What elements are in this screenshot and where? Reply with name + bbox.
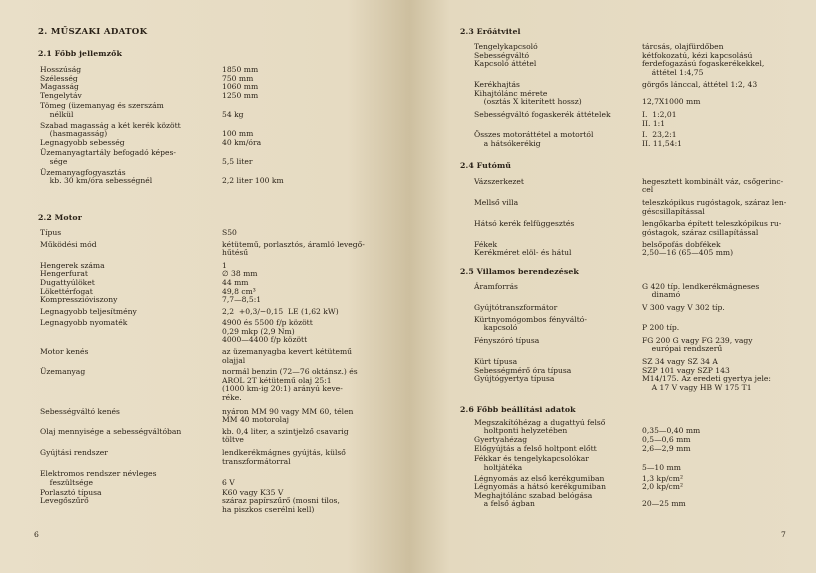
spec-value: 5,5 liter xyxy=(222,156,253,166)
spec-value: hegesztett kombinált váz, csőgerinc- cel xyxy=(642,177,784,195)
spec-label: Vázszerkezet xyxy=(474,177,524,186)
spec-value: kétfokozatú, kézi kapcsolású xyxy=(642,50,753,60)
spec-label: Tömeg (üzemanyag és szerszám nélkül xyxy=(40,101,164,119)
section-heading-main-features: 2.1 Főbb jellemzők xyxy=(38,49,122,58)
spec-label: Gyertyahézag xyxy=(474,435,528,445)
spec-value: 5—10 mm xyxy=(642,462,681,472)
spec-value: az üzemanyagba kevert kétütemű olajjal xyxy=(222,347,353,365)
spec-label: Lökettérfogat xyxy=(40,286,93,296)
section-heading-chassis: 2.4 Futómű xyxy=(460,161,512,170)
spec-value: normál benzin (72—76 oktánsz.) és AROL 2T kétütemű olaj 25:1 (1000 km-ig 20:1) arányú keve- réke. xyxy=(222,367,358,402)
spec-value: 1060 mm xyxy=(222,82,259,92)
spec-label: Motor kenés xyxy=(40,347,89,357)
spec-label: Üzemanyag xyxy=(40,367,86,377)
section-heading-transmission: 2.3 Erőátvitel xyxy=(460,27,521,36)
spec-label: Legnagyobb sebesség xyxy=(40,137,125,147)
spec-value: 0,5—0,6 mm xyxy=(642,435,691,445)
right-page xyxy=(409,0,816,573)
spec-value: 1850 mm xyxy=(222,65,259,74)
spec-value: 2,2 +0,3/−0,15 LE (1,62 kW) xyxy=(222,306,339,316)
spec-value: 20—25 mm xyxy=(642,499,686,509)
spec-value: 54 kg xyxy=(222,109,244,119)
spec-value: ferdefogazású fogaskerékekkel, áttétel 1:4,75 xyxy=(642,59,765,77)
spec-label: Hengerfurat xyxy=(40,269,88,279)
spec-label: Kürt típusa xyxy=(474,357,518,367)
spec-label: Hosszúság xyxy=(40,65,82,74)
spec-value: kétütemű, porlasztós, áramló levegő- hűtésű xyxy=(222,239,365,257)
spec-label: Magasság xyxy=(40,82,79,92)
section-heading-electrical: 2.5 Villamos berendezések xyxy=(460,267,579,276)
spec-label: Megszakítóhézag a dugattyú felső holtponti helyzetében xyxy=(474,418,606,436)
spec-value: 100 mm xyxy=(222,129,254,138)
spec-label: Legnagyobb teljesítmény xyxy=(40,306,137,316)
spec-label: Kapcsoló áttétel xyxy=(474,59,537,69)
spec-label: Porlasztó típusa xyxy=(40,487,102,497)
spec-value: 2,0 kp/cm² xyxy=(642,482,684,492)
spec-label: Szélesség xyxy=(40,73,78,83)
spec-label: Kihajtólánc mérete (osztás X kiterített hossz) xyxy=(474,89,582,107)
spec-value: S50 xyxy=(222,228,237,237)
spec-value: P 200 típ. xyxy=(642,323,680,333)
spec-value: 12,7X1000 mm xyxy=(642,97,701,107)
spec-value: 44 mm xyxy=(222,278,249,287)
spec-value: I. 23,2:1 II. 11,54:1 xyxy=(642,130,682,148)
spec-value: FG 200 G vagy FG 239, vagy európai rendszerű xyxy=(642,336,753,354)
spec-value: görgős lánccal, áttétel 1:2, 43 xyxy=(642,80,758,90)
spec-value: 750 mm xyxy=(222,73,254,83)
spec-label: Előgyújtás a felső holtpont előtt xyxy=(474,443,597,453)
spec-label: Légnyomás az első kerékgumiban xyxy=(474,473,605,483)
spec-value: 4900 és 5500 f/p között 0,29 mkp (2,9 Nm) 4000—4400 f/p között xyxy=(222,318,313,345)
spec-value: nyáron MM 90 vagy MM 60, télen MM 40 motorolaj xyxy=(222,406,354,425)
spec-value: száraz papírszűrő (mosni tilos, ha piszkos cserélni kell) xyxy=(222,496,340,514)
spec-label: Hátsó kerék felfüggesztés xyxy=(474,219,575,229)
spec-label: Áramforrás xyxy=(474,282,518,291)
spec-value: 49,8 cm³ xyxy=(222,286,256,296)
spec-value: tárcsás, olajfürdőben xyxy=(642,42,724,51)
spec-label: Üzemanyagfogyasztás kb. 30 km/óra sebességnél xyxy=(40,167,153,185)
spec-label: Szabad magasság a két kerék között (hasmagasság) xyxy=(40,120,181,138)
spec-value: K60 vagy K35 V xyxy=(222,487,284,497)
spec-value: I. 1:2,01 II. 1:1 xyxy=(642,110,677,128)
spec-value: lengőkarba épített teleszkópikus ru- góstagok, száraz csillapítással xyxy=(642,219,782,237)
spec-label: Sebességmérő óra típusa xyxy=(474,365,572,375)
spec-label: Sebességváltó xyxy=(474,50,530,60)
spec-value: 40 km/óra xyxy=(222,137,262,147)
spec-value: 6 V xyxy=(222,477,235,487)
spec-value: G 420 típ. lendkerékmágneses dinamó xyxy=(642,282,760,300)
spec-label: Gyújtógyertya típusa xyxy=(474,374,555,384)
spec-value: 2,6—2,9 mm xyxy=(642,443,691,453)
section-heading-settings: 2.6 Főbb beállítási adatok xyxy=(460,405,576,414)
spec-value: 1,3 kp/cm² xyxy=(642,473,684,483)
spec-value: belsőpofás dobfékek xyxy=(642,239,721,249)
spec-value: teleszkópikus rugóstagok, száraz len- géscsillapítással xyxy=(642,198,787,216)
spec-label: Kerékméret elöl- és hátul xyxy=(474,248,572,258)
page-number-right: 7 xyxy=(781,530,786,539)
page-number-left: 6 xyxy=(34,530,39,539)
spec-value: SZ 34 vagy SZ 34 A xyxy=(642,357,718,367)
spec-label: Gyújtási rendszer xyxy=(40,448,108,458)
spec-value: 0,35—0,40 mm xyxy=(642,426,701,436)
spec-label: Működési mód xyxy=(40,239,97,249)
spec-value: 2,50—16 (65—405 mm) xyxy=(642,248,734,258)
spec-label: Fékek xyxy=(474,239,498,249)
spec-label: Olaj mennyisége a sebességváltóban xyxy=(40,427,182,436)
spec-label: Elektromos rendszer névleges feszültsége xyxy=(40,469,157,487)
spec-value: ∅ 38 mm xyxy=(222,269,258,279)
spec-label: Meghajtólánc szabad belógása a felső ágban xyxy=(474,490,593,509)
spec-label: Típus xyxy=(40,228,62,237)
section-heading-engine: 2.2 Motor xyxy=(38,213,82,222)
spec-label: Kerékhajtás xyxy=(474,80,520,90)
spec-label: Tengelykapcsoló xyxy=(474,42,538,51)
spec-label: Dugattyúlöket xyxy=(40,278,95,287)
spec-label: Tengelytáv xyxy=(40,90,82,100)
spec-label: Sebességváltó fogaskerék áttételek xyxy=(474,110,611,120)
spec-label: Légnyomás a hátsó kerékgumiban xyxy=(474,482,606,492)
spec-label: Mellső villa xyxy=(474,198,519,208)
spec-label: Üzemanyagtartály befogadó képes- sége xyxy=(40,148,176,166)
spec-value: 1250 mm xyxy=(222,90,259,100)
spec-label: Gyújtótranszformátor xyxy=(474,303,558,313)
spec-value: M14/175. Az eredeti gyertya jele: A 17 V vagy HB W 175 T1 xyxy=(642,374,771,392)
spec-label: Kompresszióviszony xyxy=(40,295,118,305)
spec-value: SZP 101 vagy SZP 143 xyxy=(642,365,730,375)
chapter-title: 2. MŰSZAKI ADATOK xyxy=(38,27,148,37)
spec-value: V 300 vagy V 302 típ. xyxy=(642,303,725,313)
spec-label: Összes motoráttétel a motortól a hátsókerékig xyxy=(474,130,594,148)
spec-label: Kürtnyomógombos fényváltó- kapcsoló xyxy=(474,314,587,333)
spec-value: kb. 0,4 liter, a szintjelző csavarig töltve xyxy=(222,427,349,445)
spec-label: Sebességváltó kenés xyxy=(40,406,120,416)
spec-label: Levegőszűrő xyxy=(40,496,89,506)
spec-value: 7,7—8,5:1 xyxy=(222,295,262,305)
spec-value: 2,2 liter 100 km xyxy=(222,176,284,185)
spec-value: 1 xyxy=(222,260,227,270)
spec-value: lendkerékmágnes gyújtás, külső transzformátorral xyxy=(222,448,346,466)
spec-label: Fényszóró típusa xyxy=(474,336,540,345)
spec-label: Legnagyobb nyomaték xyxy=(40,318,128,328)
spec-label: Hengerek száma xyxy=(40,260,105,270)
spec-label: Fékkar és tengelykapcsolókar holtjátéka xyxy=(474,454,589,472)
